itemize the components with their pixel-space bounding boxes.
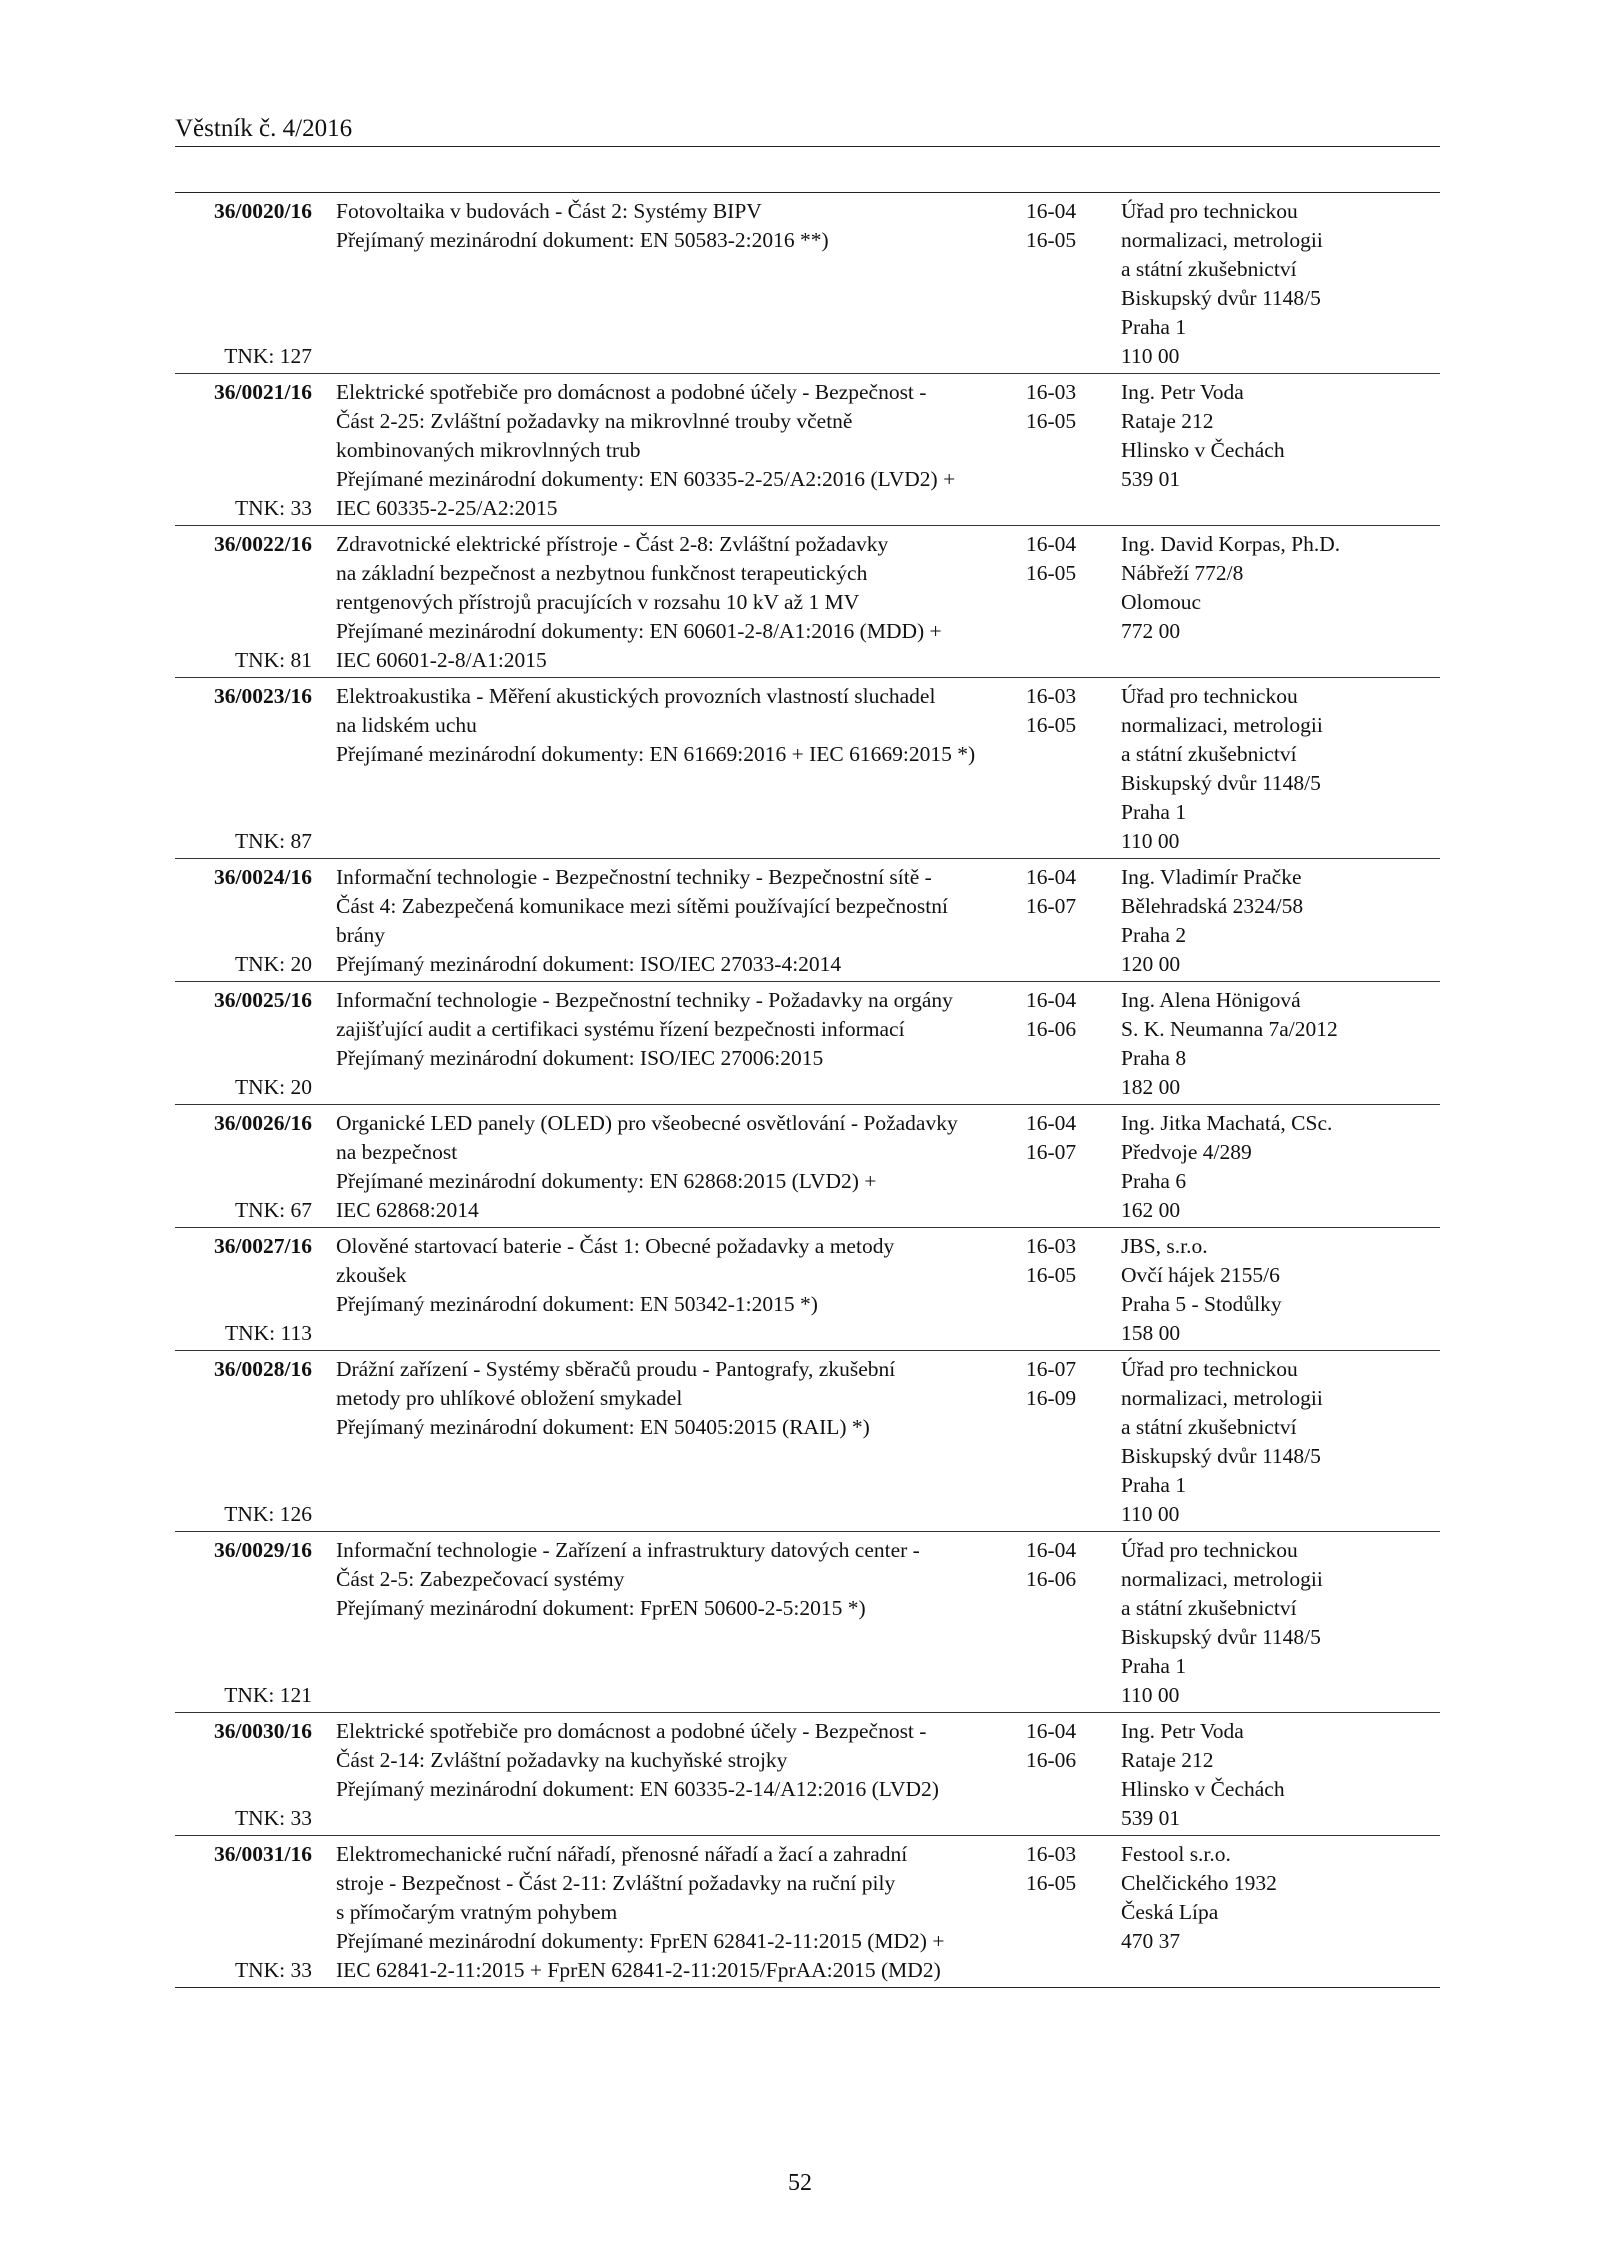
tnk-code: TNK: 33: [234, 1958, 312, 1982]
standard-number: 36/0022/16: [214, 532, 312, 556]
title-line: Fotovoltaika v budovách - Část 2: Systémy BIPV: [336, 199, 762, 223]
contact-line: 772 00: [1121, 619, 1181, 643]
date-value: 16-04: [1026, 1538, 1077, 1562]
title-line: zkoušek: [336, 1263, 407, 1287]
contact-line: Hlinsko v Čechách: [1121, 438, 1285, 462]
standard-id-cell: [175, 1840, 312, 1985]
date-value: 16-06: [1026, 1748, 1077, 1772]
contact-line: normalizaci, metrologii: [1121, 228, 1323, 252]
table-row: [175, 677, 1440, 858]
title-line: zajišťující audit a certifikaci systému řízení bezpečnosti informací: [336, 1017, 905, 1041]
contact-line: Nábřeží 772/8: [1121, 561, 1244, 585]
date-value: 16-05: [1026, 561, 1077, 585]
standard-id-cell: [175, 530, 312, 675]
contact-cell: [1121, 1536, 1440, 1710]
date-value: 16-04: [1026, 865, 1077, 889]
contact-line: Ing. Petr Voda: [1121, 380, 1244, 404]
standard-title-cell: [336, 1717, 1018, 1833]
standard-title-cell: [336, 530, 1018, 675]
title-line: Informační technologie - Zařízení a infrastruktury datových center -: [336, 1538, 920, 1562]
tnk-code: TNK: 67: [234, 1198, 312, 1222]
date-value: 16-03: [1026, 684, 1077, 708]
title-line: Část 2-5: Zabezpečovací systémy: [336, 1567, 625, 1591]
contact-cell: [1121, 863, 1440, 979]
contact-line: a státní zkušebnictví: [1121, 1415, 1297, 1439]
contact-cell: [1121, 1232, 1440, 1348]
title-line: Přejímaný mezinárodní dokument: EN 50342-1:2015 *): [336, 1292, 818, 1316]
contact-line: Praha 1: [1121, 1654, 1187, 1678]
dates-cell: [1026, 986, 1106, 1102]
title-line: Část 2-25: Zvláštní požadavky na mikrovlnné trouby včetně: [336, 409, 853, 433]
title-line: Drážní zařízení - Systémy sběračů proudu - Pantografy, zkušební: [336, 1357, 896, 1381]
standard-title-cell: [336, 1536, 1018, 1710]
title-line: IEC 60601-2-8/A1:2015: [336, 648, 547, 672]
contact-cell: [1121, 682, 1440, 856]
standards-table: [175, 192, 1440, 1988]
standard-number: 36/0023/16: [214, 684, 312, 708]
contact-line: Biskupský dvůr 1148/5: [1121, 1625, 1321, 1649]
tnk-code: TNK: 20: [234, 952, 312, 976]
date-value: 16-06: [1026, 1567, 1077, 1591]
standard-id-cell: [175, 863, 312, 979]
contact-line: Praha 8: [1121, 1046, 1187, 1070]
standard-id-cell: [175, 1232, 312, 1348]
contact-line: Ing. Petr Voda: [1121, 1719, 1244, 1743]
contact-line: Chelčického 1932: [1121, 1871, 1277, 1895]
contact-line: Ovčí hájek 2155/6: [1121, 1263, 1280, 1287]
contact-line: Ing. Vladimír Pračke: [1121, 865, 1302, 889]
standard-number: 36/0028/16: [214, 1357, 312, 1381]
table-row: [175, 1227, 1440, 1350]
page-number: 52: [788, 2170, 812, 2196]
date-value: 16-09: [1026, 1386, 1077, 1410]
title-line: Elektromechanické ruční nářadí, přenosné nářadí a žací a zahradní: [336, 1842, 908, 1866]
standard-number: 36/0030/16: [214, 1719, 312, 1743]
title-line: Informační technologie - Bezpečnostní techniky - Požadavky na orgány: [336, 988, 953, 1012]
contact-line: a státní zkušebnictví: [1121, 257, 1297, 281]
contact-line: 110 00: [1121, 344, 1180, 368]
table-row: [175, 1104, 1440, 1227]
date-value: 16-03: [1026, 380, 1077, 404]
title-line: rentgenových přístrojů pracujících v rozsahu 10 kV až 1 MV: [336, 590, 860, 614]
date-value: 16-05: [1026, 409, 1077, 433]
title-line: Elektroakustika - Měření akustických provozních vlastností sluchadel: [336, 684, 936, 708]
contact-line: normalizaci, metrologii: [1121, 713, 1323, 737]
table-row: [175, 525, 1440, 677]
standard-number: 36/0029/16: [214, 1538, 312, 1562]
title-line: Přejímaný mezinárodní dokument: EN 50405:2015 (RAIL) *): [336, 1415, 870, 1439]
dates-cell: [1026, 1840, 1106, 1985]
contact-line: a státní zkušebnictví: [1121, 742, 1297, 766]
contact-line: 182 00: [1121, 1075, 1181, 1099]
contact-cell: [1121, 986, 1440, 1102]
contact-line: Olomouc: [1121, 590, 1202, 614]
standard-number: 36/0024/16: [214, 865, 312, 889]
contact-line: Rataje 212: [1121, 409, 1214, 433]
standard-title-cell: [336, 986, 1018, 1102]
table-row: [175, 193, 1440, 373]
date-value: 16-07: [1026, 1357, 1077, 1381]
tnk-code: TNK: 126: [224, 1502, 312, 1526]
title-line: Elektrické spotřebiče pro domácnost a podobné účely - Bezpečnost -: [336, 1719, 927, 1743]
date-value: 16-05: [1026, 1263, 1077, 1287]
title-line: Část 2-14: Zvláštní požadavky na kuchyňské strojky: [336, 1748, 788, 1772]
contact-line: JBS, s.r.o.: [1121, 1234, 1208, 1258]
title-line: IEC 60335-2-25/A2:2015: [336, 496, 558, 520]
standard-number: 36/0020/16: [214, 199, 312, 223]
standard-number: 36/0027/16: [214, 1234, 312, 1258]
contact-line: Praha 1: [1121, 1473, 1187, 1497]
contact-cell: [1121, 1109, 1440, 1225]
title-line: Přejímaný mezinárodní dokument: ISO/IEC 27006:2015: [336, 1046, 824, 1070]
contact-cell: [1121, 530, 1440, 675]
standard-id-cell: [175, 986, 312, 1102]
tnk-code: TNK: 33: [234, 1806, 312, 1830]
title-line: Přejímaný mezinárodní dokument: FprEN 50600-2-5:2015 *): [336, 1596, 866, 1620]
contact-line: Úřad pro technickou: [1121, 1357, 1298, 1381]
title-line: na lidském uchu: [336, 713, 477, 737]
date-value: 16-04: [1026, 1111, 1077, 1135]
standard-title-cell: [336, 197, 1018, 371]
title-line: na základní bezpečnost a nezbytnou funkčnost terapeutických: [336, 561, 868, 585]
contact-cell: [1121, 378, 1440, 523]
contact-line: 162 00: [1121, 1198, 1181, 1222]
contact-line: Ing. David Korpas, Ph.D.: [1121, 532, 1341, 556]
contact-line: normalizaci, metrologii: [1121, 1567, 1323, 1591]
title-line: IEC 62868:2014: [336, 1198, 479, 1222]
date-value: 16-05: [1026, 228, 1077, 252]
contact-line: Biskupský dvůr 1148/5: [1121, 1444, 1321, 1468]
contact-line: Hlinsko v Čechách: [1121, 1777, 1285, 1801]
standard-number: 36/0021/16: [214, 380, 312, 404]
standard-title-cell: [336, 1355, 1018, 1529]
date-value: 16-04: [1026, 199, 1077, 223]
contact-line: Předvoje 4/289: [1121, 1140, 1252, 1164]
date-value: 16-04: [1026, 532, 1077, 556]
contact-line: Praha 2: [1121, 923, 1187, 947]
title-line: Přejímané mezinárodní dokumenty: EN 61669:2016 + IEC 61669:2015 *): [336, 742, 976, 766]
tnk-code: TNK: 113: [225, 1321, 312, 1345]
dates-cell: [1026, 1109, 1106, 1225]
contact-line: Česká Lípa: [1121, 1900, 1219, 1924]
contact-line: Biskupský dvůr 1148/5: [1121, 286, 1321, 310]
title-line: Přejímaný mezinárodní dokument: EN 60335-2-14/A12:2016 (LVD2): [336, 1777, 939, 1801]
standard-title-cell: [336, 1109, 1018, 1225]
title-line: Část 4: Zabezpečená komunikace mezi sítěmi používající bezpečnostní: [336, 894, 948, 918]
table-row: [175, 1712, 1440, 1835]
standard-id-cell: [175, 197, 312, 371]
title-line: metody pro uhlíkové obložení smykadel: [336, 1386, 683, 1410]
contact-line: a státní zkušebnictví: [1121, 1596, 1297, 1620]
title-line: Elektrické spotřebiče pro domácnost a podobné účely - Bezpečnost -: [336, 380, 927, 404]
title-line: Přejímané mezinárodní dokumenty: EN 62868:2015 (LVD2) +: [336, 1169, 877, 1193]
title-line: Přejímané mezinárodní dokumenty: FprEN 62841-2-11:2015 (MD2) +: [336, 1929, 945, 1953]
dates-cell: [1026, 378, 1106, 523]
contact-cell: [1121, 1355, 1440, 1529]
date-value: 16-04: [1026, 1719, 1077, 1743]
table-row: [175, 858, 1440, 981]
dates-cell: [1026, 1536, 1106, 1710]
standard-id-cell: [175, 1109, 312, 1225]
standard-id-cell: [175, 682, 312, 856]
standard-title-cell: [336, 863, 1018, 979]
standard-title-cell: [336, 378, 1018, 523]
date-value: 16-03: [1026, 1842, 1077, 1866]
contact-line: Úřad pro technickou: [1121, 199, 1298, 223]
contact-line: Úřad pro technickou: [1121, 1538, 1298, 1562]
contact-line: 120 00: [1121, 952, 1181, 976]
title-line: Zdravotnické elektrické přístroje - Část 2-8: Zvláštní požadavky: [336, 532, 889, 556]
page-header: [175, 112, 1440, 147]
contact-line: Ing. Jitka Machatá, CSc.: [1121, 1111, 1333, 1135]
date-value: 16-04: [1026, 988, 1077, 1012]
contact-line: Biskupský dvůr 1148/5: [1121, 771, 1321, 795]
contact-line: 110 00: [1121, 1502, 1180, 1526]
standard-number: 36/0026/16: [214, 1111, 312, 1135]
contact-cell: [1121, 1717, 1440, 1833]
tnk-code: TNK: 127: [224, 344, 312, 368]
contact-line: 158 00: [1121, 1321, 1181, 1345]
standard-title-cell: [336, 1840, 1018, 1985]
standard-title-cell: [336, 682, 1018, 856]
contact-line: Praha 6: [1121, 1169, 1187, 1193]
title-line: brány: [336, 923, 385, 947]
title-line: kombinovaných mikrovlnných trub: [336, 438, 641, 462]
contact-line: Praha 1: [1121, 800, 1187, 824]
contact-line: Festool s.r.o.: [1121, 1842, 1231, 1866]
title-line: Přejímané mezinárodní dokumenty: EN 60601-2-8/A1:2016 (MDD) +: [336, 619, 942, 643]
table-row: [175, 1835, 1440, 1987]
table-row: [175, 1531, 1440, 1712]
tnk-code: TNK: 33: [234, 496, 312, 520]
standard-id-cell: [175, 378, 312, 523]
title-line: Přejímaný mezinárodní dokument: EN 50583-2:2016 **): [336, 228, 829, 252]
title-line: stroje - Bezpečnost - Část 2-11: Zvláštní požadavky na ruční pily: [336, 1871, 896, 1895]
dates-cell: [1026, 1232, 1106, 1348]
tnk-code: TNK: 20: [234, 1075, 312, 1099]
title-line: Informační technologie - Bezpečnostní techniky - Bezpečnostní sítě -: [336, 865, 932, 889]
contact-line: 470 37: [1121, 1929, 1181, 1953]
table-row: [175, 373, 1440, 525]
contact-cell: [1121, 197, 1440, 371]
date-value: 16-05: [1026, 713, 1077, 737]
dates-cell: [1026, 682, 1106, 856]
title-line: Olověné startovací baterie - Část 1: Obecné požadavky a metody: [336, 1234, 895, 1258]
dates-cell: [1026, 863, 1106, 979]
contact-line: Ing. Alena Hönigová: [1121, 988, 1301, 1012]
table-row: [175, 1350, 1440, 1531]
date-value: 16-03: [1026, 1234, 1077, 1258]
table-row: [175, 981, 1440, 1104]
contact-line: Praha 1: [1121, 315, 1187, 339]
contact-line: 110 00: [1121, 829, 1180, 853]
standard-number: 36/0031/16: [214, 1842, 312, 1866]
date-value: 16-05: [1026, 1871, 1077, 1895]
dates-cell: [1026, 530, 1106, 675]
standard-title-cell: [336, 1232, 1018, 1348]
dates-cell: [1026, 197, 1106, 371]
standard-number: 36/0025/16: [214, 988, 312, 1012]
contact-line: 539 01: [1121, 467, 1181, 491]
title-line: s přímočarým vratným pohybem: [336, 1900, 618, 1924]
dates-cell: [1026, 1355, 1106, 1529]
contact-line: normalizaci, metrologii: [1121, 1386, 1323, 1410]
tnk-code: TNK: 121: [224, 1683, 312, 1707]
contact-line: 110 00: [1121, 1683, 1180, 1707]
contact-line: Úřad pro technickou: [1121, 684, 1298, 708]
title-line: Přejímané mezinárodní dokumenty: EN 60335-2-25/A2:2016 (LVD2) +: [336, 467, 956, 491]
contact-line: Rataje 212: [1121, 1748, 1214, 1772]
tnk-code: TNK: 81: [234, 648, 312, 672]
tnk-code: TNK: 87: [234, 829, 312, 853]
contact-line: Praha 5 - Stodůlky: [1121, 1292, 1282, 1316]
contact-line: Bělehradská 2324/58: [1121, 894, 1304, 918]
title-line: Přejímaný mezinárodní dokument: ISO/IEC 27033-4:2014: [336, 952, 842, 976]
standard-id-cell: [175, 1536, 312, 1710]
date-value: 16-06: [1026, 1017, 1077, 1041]
dates-cell: [1026, 1717, 1106, 1833]
title-line: IEC 62841-2-11:2015 + FprEN 62841-2-11:2015/FprAA:2015 (MD2): [336, 1958, 941, 1982]
title-line: na bezpečnost: [336, 1140, 458, 1164]
contact-line: 539 01: [1121, 1806, 1181, 1830]
contact-cell: [1121, 1840, 1440, 1985]
title-line: Organické LED panely (OLED) pro všeobecné osvětlování - Požadavky: [336, 1111, 958, 1135]
journal-title: Věstník č. 4/2016: [175, 115, 353, 142]
standard-id-cell: [175, 1717, 312, 1833]
contact-line: S. K. Neumanna 7a/2012: [1121, 1017, 1338, 1041]
standard-id-cell: [175, 1355, 312, 1529]
date-value: 16-07: [1026, 894, 1077, 918]
date-value: 16-07: [1026, 1140, 1077, 1164]
